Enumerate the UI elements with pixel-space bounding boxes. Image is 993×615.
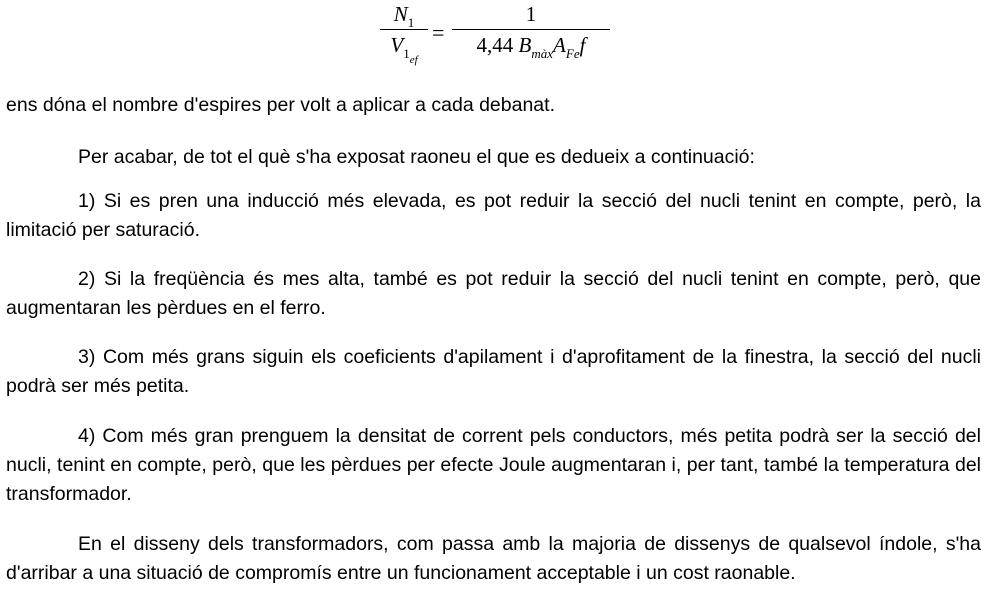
subscript-1: 1 [403, 46, 410, 61]
subscript-ef: ef [409, 54, 418, 66]
fraction-left-numerator [380, 2, 428, 30]
paragraph-item-1: 1) Si es pren una inducció més elevada, es pot reduir la secció del nucli tenint en compte, però, la limitació per saturació. [6, 190, 981, 241]
paragraph-intro: ens dóna el nombre d'espires per volt a aplicar a cada debanat. [6, 94, 555, 116]
fraction-left [380, 2, 428, 66]
paragraph-item-2: 2) Si la freqüència és mes alta, també es pot reduir la secció del nucli tenint en compte, però, que augmentaran les pèrdues en el ferro. [6, 268, 981, 319]
paragraph-item-4: 4) Com més gran prenguem la densitat de corrent pels conductors, més petita podrà ser la secció del nucli, tenint en compte, però, que les pèrdues per efecte Joule augmentaran i, per tant, també la temperatura del transformador. [6, 425, 981, 505]
subscript-fe: Fe [565, 46, 580, 61]
fraction-right [452, 2, 610, 61]
fraction-right-bar [452, 29, 610, 30]
constant-4-44: 4,44 [476, 33, 514, 57]
equals-sign: = [432, 20, 445, 45]
symbol-v: V [390, 33, 404, 57]
fraction-right-numerator: 1 [525, 2, 537, 26]
paragraph-item-3: 3) Com més grans siguin els coeficients d'apilament i d'aprofitament de la finestra, la secció del nucli podrà ser més petita. [6, 346, 981, 397]
subscript-max: màx [531, 46, 554, 61]
symbol-b: B [518, 33, 532, 57]
paragraph-conclusion: En el disseny dels transformadors, com passa amb la majoria de dissenys de qualsevol índole, s'ha d'arribar a una situació de compromís entre un funcionament acceptable i un cost raonable. [6, 533, 981, 584]
fraction-left-denominator [380, 33, 428, 66]
formula-turns-per-volt [380, 2, 620, 70]
paragraph-lead: Per acabar, de tot el què s'ha exposat raoneu el que es dedueix a continuació: [78, 146, 755, 168]
symbol-n: N [393, 2, 408, 26]
symbol-a: A [553, 33, 566, 57]
subscript-1: 1 [407, 15, 415, 30]
fraction-left-bar [380, 29, 428, 30]
subscript-1-ef [403, 46, 418, 66]
fraction-right-denominator [452, 33, 610, 61]
symbol-f: f [579, 33, 586, 57]
